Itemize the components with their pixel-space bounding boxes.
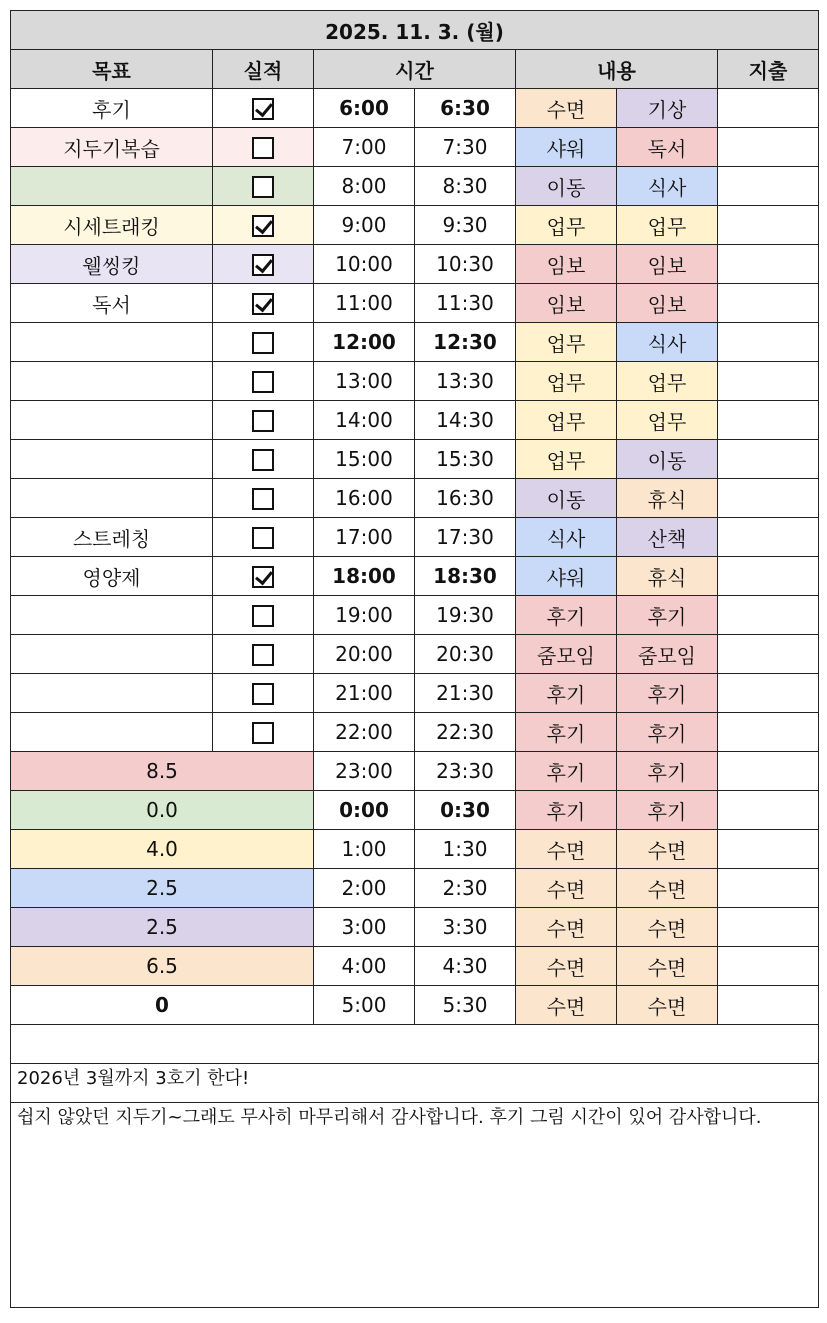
goal-cell[interactable]: 독서 xyxy=(11,284,213,323)
schedule-row xyxy=(11,206,819,245)
goal-cell[interactable]: 후기 xyxy=(11,89,213,128)
content-cell-second[interactable]: 식사 xyxy=(617,323,718,362)
expense-cell[interactable] xyxy=(718,440,819,479)
header-time: 시간 xyxy=(314,50,516,89)
content-cell-second[interactable]: 줌모임 xyxy=(617,635,718,674)
content-cell-first[interactable]: 임보 xyxy=(516,284,617,323)
unchecked-checkbox[interactable] xyxy=(252,722,274,744)
time-end: 16:30 xyxy=(415,479,516,518)
time-end: 2:30 xyxy=(415,869,516,908)
done-cell[interactable] xyxy=(213,284,314,323)
schedule-row xyxy=(11,479,819,518)
expense-cell[interactable] xyxy=(718,713,819,752)
expense-cell[interactable] xyxy=(718,557,819,596)
time-end: 17:30 xyxy=(415,518,516,557)
summary-row xyxy=(11,830,819,869)
schedule-row xyxy=(11,557,819,596)
content-cell-second[interactable]: 후기 xyxy=(617,713,718,752)
schedule-row xyxy=(11,596,819,635)
expense-cell[interactable] xyxy=(718,89,819,128)
expense-cell[interactable] xyxy=(718,362,819,401)
category-hours: 2.5 xyxy=(11,869,314,908)
unchecked-checkbox[interactable] xyxy=(252,527,274,549)
goal-cell[interactable]: 스트레칭 xyxy=(11,518,213,557)
expense-cell[interactable] xyxy=(718,284,819,323)
goal-cell[interactable] xyxy=(11,401,213,440)
done-cell[interactable] xyxy=(213,362,314,401)
header-goal: 목표 xyxy=(11,50,213,89)
summary-rows xyxy=(11,752,819,1025)
time-end: 0:30 xyxy=(415,791,516,830)
page-title: 2025. 11. 3. (월) xyxy=(11,11,819,50)
content-cell-second[interactable]: 임보 xyxy=(617,245,718,284)
time-start: 23:00 xyxy=(314,752,415,791)
unchecked-checkbox[interactable] xyxy=(252,449,274,471)
summary-row xyxy=(11,869,819,908)
goal-cell[interactable]: 시세트래킹 xyxy=(11,206,213,245)
expense-cell[interactable] xyxy=(718,752,819,791)
time-start: 17:00 xyxy=(314,518,415,557)
content-cell-second[interactable]: 이동 xyxy=(617,440,718,479)
time-start: 0:00 xyxy=(314,791,415,830)
checked-checkbox[interactable] xyxy=(252,215,274,237)
time-start: 19:00 xyxy=(314,596,415,635)
done-cell[interactable] xyxy=(213,713,314,752)
content-cell-first[interactable]: 업무 xyxy=(516,323,617,362)
unchecked-checkbox[interactable] xyxy=(252,488,274,510)
time-start: 20:00 xyxy=(314,635,415,674)
content-cell-first[interactable]: 후기 xyxy=(516,596,617,635)
goal-note[interactable]: 2026년 3월까지 3호기 한다! xyxy=(11,1064,819,1103)
schedule-row xyxy=(11,674,819,713)
summary-row xyxy=(11,947,819,986)
content-cell-second[interactable]: 휴식 xyxy=(617,479,718,518)
schedule-row xyxy=(11,440,819,479)
schedule-row xyxy=(11,362,819,401)
done-cell[interactable] xyxy=(213,401,314,440)
content-cell-second[interactable]: 수면 xyxy=(617,986,718,1025)
content-cell-first[interactable]: 업무 xyxy=(516,362,617,401)
expense-cell[interactable] xyxy=(718,206,819,245)
goal-cell[interactable] xyxy=(11,674,213,713)
content-cell-first[interactable]: 수면 xyxy=(516,869,617,908)
content-cell-first[interactable]: 업무 xyxy=(516,401,617,440)
expense-cell[interactable] xyxy=(718,401,819,440)
time-end: 13:30 xyxy=(415,362,516,401)
content-cell-first[interactable]: 샤워 xyxy=(516,557,617,596)
time-start: 15:00 xyxy=(314,440,415,479)
goal-cell[interactable] xyxy=(11,323,213,362)
time-end: 10:30 xyxy=(415,245,516,284)
done-cell[interactable] xyxy=(213,440,314,479)
goal-cell[interactable]: 웰씽킹 xyxy=(11,245,213,284)
header-content: 내용 xyxy=(516,50,718,89)
expense-cell[interactable] xyxy=(718,674,819,713)
time-start: 16:00 xyxy=(314,479,415,518)
time-start: 7:00 xyxy=(314,128,415,167)
time-end: 23:30 xyxy=(415,752,516,791)
expense-cell[interactable] xyxy=(718,323,819,362)
time-end: 1:30 xyxy=(415,830,516,869)
header-done: 실적 xyxy=(213,50,314,89)
time-start: 5:00 xyxy=(314,986,415,1025)
expense-cell[interactable] xyxy=(718,635,819,674)
done-cell[interactable] xyxy=(213,167,314,206)
content-cell-first[interactable]: 수면 xyxy=(516,830,617,869)
time-end: 21:30 xyxy=(415,674,516,713)
time-start: 11:00 xyxy=(314,284,415,323)
expense-cell[interactable] xyxy=(718,167,819,206)
content-cell-first[interactable]: 후기 xyxy=(516,713,617,752)
time-end: 3:30 xyxy=(415,908,516,947)
content-cell-first[interactable]: 식사 xyxy=(516,518,617,557)
content-cell-first[interactable]: 줌모임 xyxy=(516,635,617,674)
goal-cell[interactable] xyxy=(11,635,213,674)
planner-table xyxy=(10,10,819,1308)
content-cell-first[interactable]: 수면 xyxy=(516,947,617,986)
goal-cell[interactable] xyxy=(11,167,213,206)
expense-cell[interactable] xyxy=(718,908,819,947)
content-cell-second[interactable]: 업무 xyxy=(617,401,718,440)
schedule-rows xyxy=(11,89,819,752)
content-cell-second[interactable]: 독서 xyxy=(617,128,718,167)
done-cell[interactable] xyxy=(213,596,314,635)
schedule-row xyxy=(11,284,819,323)
expense-cell[interactable] xyxy=(718,986,819,1025)
done-cell[interactable] xyxy=(213,128,314,167)
content-cell-second[interactable]: 후기 xyxy=(617,791,718,830)
checked-checkbox[interactable] xyxy=(252,566,274,588)
content-cell-first[interactable]: 수면 xyxy=(516,89,617,128)
unchecked-checkbox[interactable] xyxy=(252,332,274,354)
content-cell-second[interactable]: 수면 xyxy=(617,869,718,908)
expense-cell[interactable] xyxy=(718,869,819,908)
time-start: 22:00 xyxy=(314,713,415,752)
time-end: 20:30 xyxy=(415,635,516,674)
reflection-note[interactable]: 쉽지 않았던 지두기~그래도 무사히 마무리해서 감사합니다. 후기 그림 시간이 있어 감사합니다. xyxy=(11,1103,819,1308)
unchecked-checkbox[interactable] xyxy=(252,137,274,159)
expense-cell[interactable] xyxy=(718,830,819,869)
content-cell-second[interactable]: 수면 xyxy=(617,908,718,947)
schedule-row xyxy=(11,89,819,128)
content-cell-first[interactable]: 업무 xyxy=(516,440,617,479)
category-hours: 6.5 xyxy=(11,947,314,986)
expense-cell[interactable] xyxy=(718,479,819,518)
unchecked-checkbox[interactable] xyxy=(252,683,274,705)
content-cell-second[interactable]: 수면 xyxy=(617,830,718,869)
time-end: 22:30 xyxy=(415,713,516,752)
time-start: 1:00 xyxy=(314,830,415,869)
content-cell-first[interactable]: 수면 xyxy=(516,986,617,1025)
category-hours: 2.5 xyxy=(11,908,314,947)
schedule-row xyxy=(11,635,819,674)
content-cell-first[interactable]: 임보 xyxy=(516,245,617,284)
schedule-row xyxy=(11,128,819,167)
time-end: 4:30 xyxy=(415,947,516,986)
time-end: 6:30 xyxy=(415,89,516,128)
time-end: 18:30 xyxy=(415,557,516,596)
schedule-row xyxy=(11,518,819,557)
goal-cell[interactable]: 영양제 xyxy=(11,557,213,596)
goal-cell[interactable]: 지두기복습 xyxy=(11,128,213,167)
daily-planner xyxy=(10,10,818,1308)
content-cell-second[interactable]: 임보 xyxy=(617,284,718,323)
schedule-row xyxy=(11,713,819,752)
checked-checkbox[interactable] xyxy=(252,293,274,315)
content-cell-second[interactable]: 산책 xyxy=(617,518,718,557)
expense-cell[interactable] xyxy=(718,518,819,557)
done-cell[interactable] xyxy=(213,635,314,674)
time-end: 7:30 xyxy=(415,128,516,167)
summary-row xyxy=(11,908,819,947)
expense-cell[interactable] xyxy=(718,596,819,635)
done-cell[interactable] xyxy=(213,245,314,284)
schedule-row xyxy=(11,167,819,206)
checked-checkbox[interactable] xyxy=(252,98,274,120)
content-cell-second[interactable]: 후기 xyxy=(617,674,718,713)
done-cell[interactable] xyxy=(213,206,314,245)
content-cell-first[interactable]: 후기 xyxy=(516,752,617,791)
unchecked-checkbox[interactable] xyxy=(252,371,274,393)
schedule-row xyxy=(11,401,819,440)
blank-row[interactable] xyxy=(11,1025,819,1064)
time-start: 13:00 xyxy=(314,362,415,401)
expense-cell[interactable] xyxy=(718,128,819,167)
time-start: 9:00 xyxy=(314,206,415,245)
unchecked-checkbox[interactable] xyxy=(252,410,274,432)
content-cell-first[interactable]: 샤워 xyxy=(516,128,617,167)
goal-cell[interactable] xyxy=(11,440,213,479)
content-cell-first[interactable]: 이동 xyxy=(516,167,617,206)
content-cell-second[interactable]: 휴식 xyxy=(617,557,718,596)
expense-cell[interactable] xyxy=(718,245,819,284)
time-end: 9:30 xyxy=(415,206,516,245)
checked-checkbox[interactable] xyxy=(252,254,274,276)
content-cell-second[interactable]: 후기 xyxy=(617,752,718,791)
expense-cell[interactable] xyxy=(718,947,819,986)
schedule-row xyxy=(11,245,819,284)
time-end: 11:30 xyxy=(415,284,516,323)
done-cell[interactable] xyxy=(213,479,314,518)
time-end: 15:30 xyxy=(415,440,516,479)
goal-cell[interactable] xyxy=(11,713,213,752)
content-cell-first[interactable]: 이동 xyxy=(516,479,617,518)
time-start: 3:00 xyxy=(314,908,415,947)
content-cell-second[interactable]: 업무 xyxy=(617,362,718,401)
done-cell[interactable] xyxy=(213,89,314,128)
header-expense: 지출 xyxy=(718,50,819,89)
unchecked-checkbox[interactable] xyxy=(252,605,274,627)
done-cell[interactable] xyxy=(213,518,314,557)
category-hours: 0 xyxy=(11,986,314,1025)
content-cell-second[interactable]: 후기 xyxy=(617,596,718,635)
summary-row xyxy=(11,986,819,1025)
time-start: 18:00 xyxy=(314,557,415,596)
schedule-row xyxy=(11,323,819,362)
time-end: 19:30 xyxy=(415,596,516,635)
time-start: 4:00 xyxy=(314,947,415,986)
content-cell-second[interactable]: 기상 xyxy=(617,89,718,128)
time-end: 5:30 xyxy=(415,986,516,1025)
category-hours: 0.0 xyxy=(11,791,314,830)
time-end: 12:30 xyxy=(415,323,516,362)
summary-row xyxy=(11,791,819,830)
category-hours: 8.5 xyxy=(11,752,314,791)
time-start: 6:00 xyxy=(314,89,415,128)
time-end: 8:30 xyxy=(415,167,516,206)
expense-cell[interactable] xyxy=(718,791,819,830)
content-cell-first[interactable]: 업무 xyxy=(516,206,617,245)
done-cell[interactable] xyxy=(213,323,314,362)
time-start: 8:00 xyxy=(314,167,415,206)
content-cell-second[interactable]: 업무 xyxy=(617,206,718,245)
goal-cell[interactable] xyxy=(11,479,213,518)
summary-row xyxy=(11,752,819,791)
content-cell-second[interactable]: 식사 xyxy=(617,167,718,206)
content-cell-first[interactable]: 후기 xyxy=(516,791,617,830)
content-cell-first[interactable]: 후기 xyxy=(516,674,617,713)
goal-cell[interactable] xyxy=(11,596,213,635)
goal-cell[interactable] xyxy=(11,362,213,401)
time-start: 2:00 xyxy=(314,869,415,908)
category-hours: 4.0 xyxy=(11,830,314,869)
done-cell[interactable] xyxy=(213,557,314,596)
time-start: 14:00 xyxy=(314,401,415,440)
time-start: 12:00 xyxy=(314,323,415,362)
time-end: 14:30 xyxy=(415,401,516,440)
time-start: 10:00 xyxy=(314,245,415,284)
content-cell-second[interactable]: 수면 xyxy=(617,947,718,986)
content-cell-first[interactable]: 수면 xyxy=(516,908,617,947)
unchecked-checkbox[interactable] xyxy=(252,176,274,198)
time-start: 21:00 xyxy=(314,674,415,713)
unchecked-checkbox[interactable] xyxy=(252,644,274,666)
done-cell[interactable] xyxy=(213,674,314,713)
